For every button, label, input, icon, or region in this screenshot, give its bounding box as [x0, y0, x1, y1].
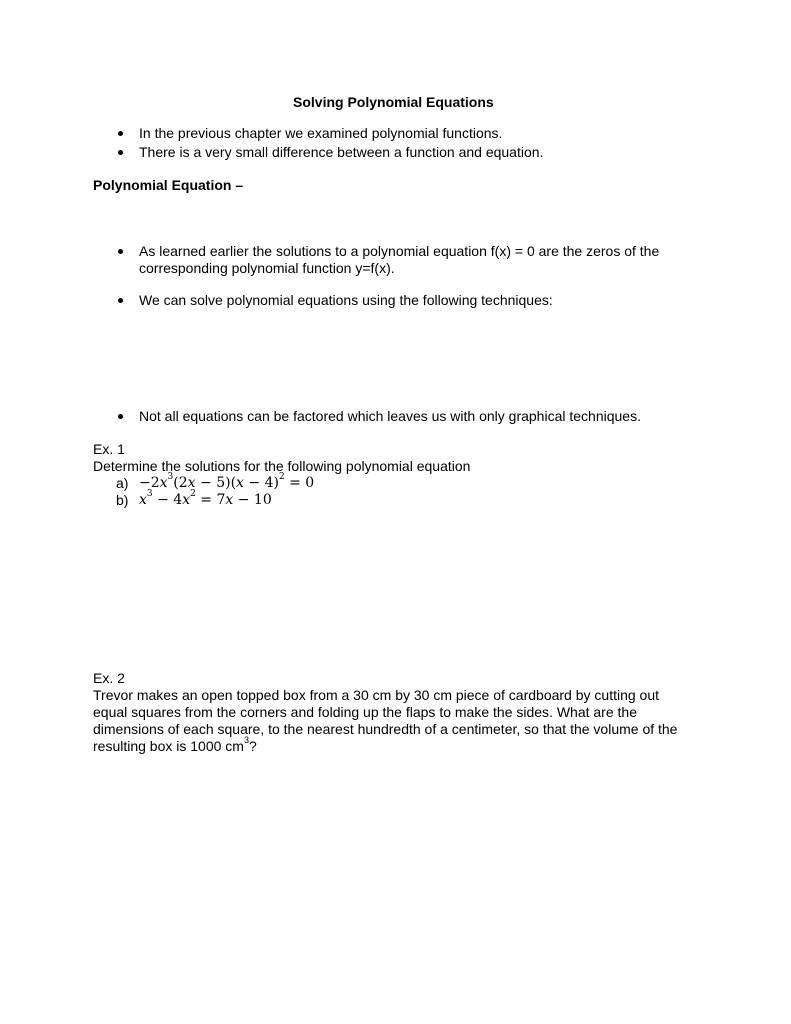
bullet-icon	[118, 414, 123, 419]
bullet-solutions-line2: corresponding polynomial function y=f(x).	[139, 260, 395, 276]
ex2-line-4-text: resulting box is 1000 cm	[93, 738, 244, 754]
ex2-line-4	[93, 735, 257, 755]
ex1-equation-b: $x^3 - 4x^2 = 7x - 10$	[139, 489, 272, 508]
bullet-icon	[118, 131, 123, 136]
intro-bullet-2: There is a very small difference between a function and equation.	[139, 144, 544, 160]
intro-bullet-1: In the previous chapter we examined polynomial functions.	[139, 125, 503, 141]
ex1-part-a-label: a)	[116, 475, 129, 491]
ex1-part-b-label: b)	[116, 492, 129, 508]
ex2-line-4-sup: 3	[243, 735, 249, 746]
ex2-line-4-end: ?	[248, 738, 257, 754]
bullet-factoring: Not all equations can be factored which leaves us with only graphical techniques.	[139, 408, 641, 424]
ex2-label: Ex. 2	[93, 670, 125, 686]
bullet-icon	[118, 150, 123, 155]
ex1-equation-a: $-2x^3(2x - 5)(x - 4)^2 = 0$	[139, 472, 315, 491]
ex2-line-2: equal squares from the corners and folding up the flaps to make the sides. What are the	[93, 704, 637, 720]
section-heading: Polynomial Equation –	[93, 177, 244, 193]
page-title: Solving Polynomial Equations	[293, 94, 494, 110]
bullet-icon	[118, 249, 123, 254]
ex2-line-3: dimensions of each square, to the nearest hundredth of a centimeter, so that the volume of the	[93, 721, 678, 737]
bullet-solutions-line1: As learned earlier the solutions to a polynomial equation f(x) = 0 are the zeros of the	[139, 243, 660, 259]
ex2-line-1: Trevor makes an open topped box from a 30 cm by 30 cm piece of cardboard by cutting out	[93, 687, 660, 703]
bullet-techniques: We can solve polynomial equations using the following techniques:	[139, 292, 553, 308]
ex1-label: Ex. 1	[93, 441, 125, 457]
bullet-icon	[118, 298, 123, 303]
ex1-prompt: Determine the solutions for the following polynomial equation	[93, 458, 471, 474]
